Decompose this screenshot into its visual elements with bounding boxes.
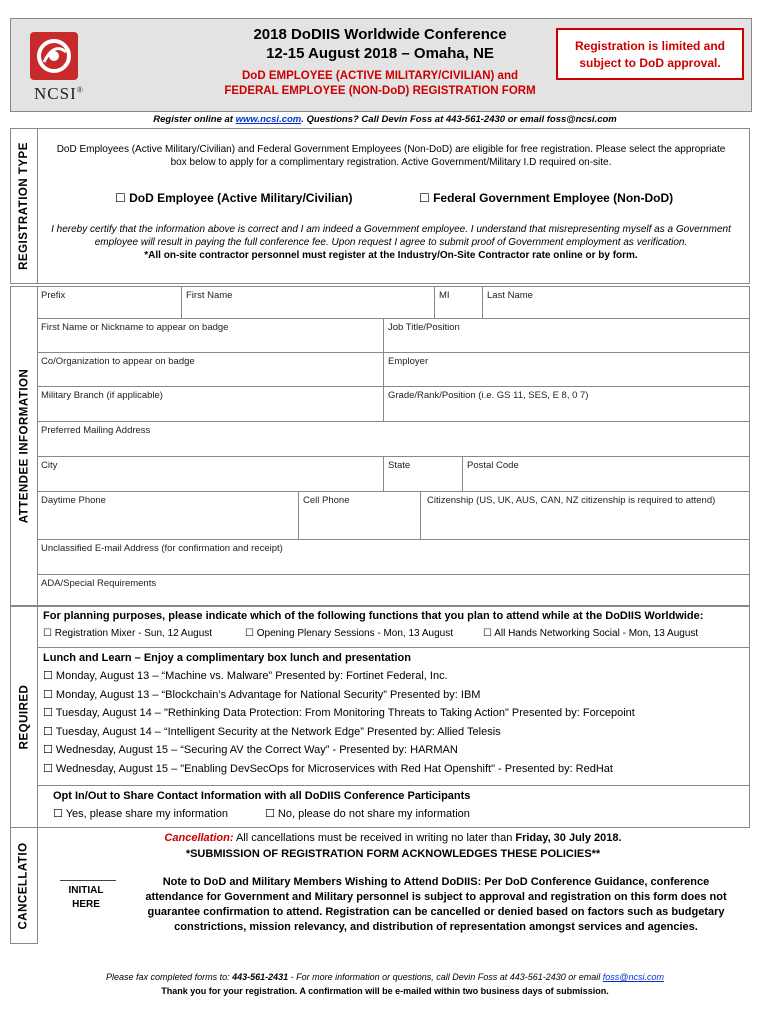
mi-field[interactable]: MI (435, 287, 483, 319)
badge-name-field[interactable]: First Name or Nickname to appear on badge (37, 319, 384, 353)
first-name-field[interactable]: First Name (182, 287, 435, 319)
postal-code-field[interactable]: Postal Code (463, 457, 749, 492)
citizenship-field[interactable]: Citizenship (US, UK, AUS, CAN, NZ citizenship is required to attend) (421, 492, 749, 540)
city-field[interactable]: City (37, 457, 384, 492)
registration-type-side-label: REGISTRATION TYPE (11, 129, 38, 283)
fax-instructions: Please fax completed forms to: 443-561-2431 - For more information or questions, call Devin Foss at 443-561-2430 or email foss@ncsi.com (106, 972, 664, 982)
prefix-field[interactable]: Prefix (37, 287, 182, 319)
initial-here-line1: INITIAL (68, 885, 104, 896)
planning-heading: For planning purposes, please indicate which of the following functions that you plan to attend while at the DoDIIS Worldwide: (43, 610, 704, 622)
required-section (10, 606, 750, 828)
optin-no-checkbox[interactable]: ☐ No, please do not share my information (265, 808, 470, 820)
mailing-address-field[interactable]: Preferred Mailing Address (37, 422, 749, 457)
form-subtitle-line2: FEDERAL EMPLOYEE (NON-DoD) REGISTRATION FORM (224, 85, 536, 97)
contractor-note: *All on-site contractor personnel must register at the Industry/On-Site Contractor rate online or by form. (144, 250, 638, 261)
cancellation-section (10, 828, 750, 944)
option-federal-employee-checkbox[interactable]: ☐ Federal Government Employee (Non-DoD) (419, 191, 674, 205)
job-title-field[interactable]: Job Title/Position (384, 319, 749, 353)
cell-phone-field[interactable]: Cell Phone (299, 492, 421, 540)
cancellation-policy: Cancellation: All cancellations must be received in writing no later than Friday, 30 July 2018. (164, 832, 622, 844)
lunch-session-checkbox[interactable]: ☐ Monday, August 13 – “Blockchain’s Advantage for National Security” Presented by: IBM (43, 689, 481, 701)
certify-line1: I hereby certify that the information above is correct and I am indeed a Government employee. I understand that misrepresenting myself as a Government (51, 224, 731, 235)
attendee-side-label: ATTENDEE INFORMATION (11, 287, 38, 605)
function-registration-mixer-checkbox[interactable]: ☐ Registration Mixer - Sun, 12 August (43, 628, 213, 639)
form-subtitle-line1: DoD EMPLOYEE (ACTIVE MILITARY/CIVILIAN) and (242, 70, 518, 82)
function-networking-social-checkbox[interactable]: ☐ All Hands Networking Social - Mon, 13 August (483, 628, 699, 639)
registration-intro-line1: DoD Employees (Active Military/Civilian) and Federal Government Employees (Non-DoD) are eligible for free registration. Please select the appropriate (56, 144, 726, 155)
page-title-line2: 12-15 August 2018 – Omaha, NE (266, 45, 494, 62)
registration-notice-box (556, 28, 744, 80)
lunch-session-checkbox[interactable]: ☐ Wednesday, August 15 – “Securing AV the Correct Way” - Presented by: HARMAN (43, 744, 458, 756)
acknowledgement-line: *SUBMISSION OF REGISTRATION FORM ACKNOWLEDGES THESE POLICIES** (185, 848, 601, 860)
daytime-phone-field[interactable]: Daytime Phone (37, 492, 299, 540)
lunch-heading: Lunch and Learn – Enjoy a complimentary box lunch and presentation (43, 652, 411, 664)
required-side-label: REQUIRED (11, 607, 38, 827)
initial-here-line2: HERE (72, 899, 100, 910)
register-suffix: . Questions? Call Devin Foss at 443-561-2430 or email foss@ncsi.com (301, 114, 617, 125)
grade-rank-field[interactable]: Grade/Rank/Position (i.e. GS 11, SES, E 8, 0 7) (384, 387, 749, 422)
notice-line2: subject to DoD approval. (579, 56, 721, 70)
military-branch-field[interactable]: Military Branch (if applicable) (37, 387, 384, 422)
ncsi-website-link[interactable]: www.ncsi.com (235, 114, 302, 125)
dod-note-line3: guarantee confirmation to attend. Registration can be cancelled or denied based on factors such as budgetary (147, 906, 725, 918)
ncsi-logo-text: NCSI® (34, 84, 84, 103)
email-field[interactable]: Unclassified E-mail Address (for confirmation and receipt) (37, 540, 749, 575)
initial-signature-line[interactable] (60, 880, 116, 881)
state-field[interactable]: State (384, 457, 463, 492)
optin-yes-checkbox[interactable]: ☐ Yes, please share my information (53, 808, 228, 820)
ncsi-logo-icon (30, 32, 78, 80)
org-badge-field[interactable]: Co/Organization to appear on badge (37, 353, 384, 387)
ada-requirements-field[interactable]: ADA/Special Requirements (41, 578, 157, 589)
lunch-session-checkbox[interactable]: ☐ Wednesday, August 15 – "Enabling DevSecOps for Microservices with Red Hat Openshift" - Presented by: RedHat (43, 763, 613, 775)
register-online-line (10, 114, 760, 125)
dod-note-line2: attendance for Government and Military personnel is subject to approval and registration on this form does not (145, 891, 727, 903)
notice-line1: Registration is limited and (574, 39, 726, 53)
certify-line2: employee will result in paying the full conference fee. Upon request I agree to submit proof of Government employment as verification. (94, 237, 688, 248)
option-dod-employee-checkbox[interactable]: ☐ DoD Employee (Active Military/Civilian) (115, 191, 353, 205)
registration-intro-line2: box below to apply for a complimentary registration. Active Government/Military I.D required on-site. (170, 157, 612, 168)
optin-heading: Opt In/Out to Share Contact Information with all DoDIIS Conference Participants (53, 790, 471, 802)
function-opening-plenary-checkbox[interactable]: ☐ Opening Plenary Sessions - Mon, 13 August (245, 628, 453, 639)
page-title-line1: 2018 DoDIIS Worldwide Conference (253, 26, 507, 43)
last-name-field[interactable]: Last Name (483, 287, 749, 319)
lunch-session-checkbox[interactable]: ☐ Tuesday, August 14 – “Intelligent Security at the Network Edge” Presented by: Allied Telesis (43, 726, 501, 738)
thank-you-line: Thank you for your registration. A confirmation will be e-mailed within two business days of submission. (161, 986, 609, 996)
registration-type-section (10, 128, 750, 284)
attendee-information-section (10, 286, 750, 606)
dod-note-line4: constrictions, mission relevancy, and distribution of representation amongst services and agencies. (174, 921, 698, 933)
lunch-session-checkbox[interactable]: ☐ Monday, August 13 – “Machine vs. Malware” Presented by: Fortinet Federal, Inc. (43, 670, 448, 682)
cancellation-side-label: CANCELLATIO (10, 828, 38, 944)
employer-field[interactable]: Employer (384, 353, 749, 387)
dod-note-line1: Note to DoD and Military Members Wishing to Attend DoDIIS: Per DoD Conference Guidance, conference (162, 876, 710, 888)
footer-email-link[interactable]: foss@ncsi.com (602, 972, 664, 982)
lunch-session-checkbox[interactable]: ☐ Tuesday, August 14 – "Rethinking Data Protection: From Monitoring Threats to Taking Action" Presented by: Forcepoint (43, 707, 635, 719)
register-prefix: Register online at (153, 114, 236, 125)
